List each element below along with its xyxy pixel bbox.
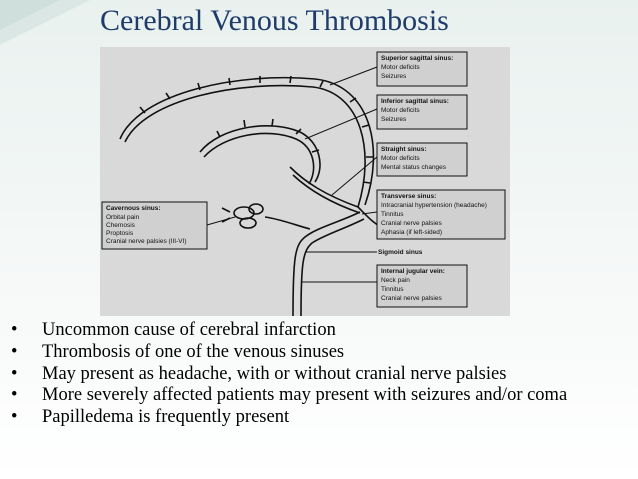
bullet-marker: •: [11, 385, 18, 406]
svg-text:Straight sinus:: Straight sinus:: [381, 146, 427, 153]
svg-text:Mental status changes: Mental status changes: [381, 164, 447, 171]
svg-text:Tinnitus: Tinnitus: [381, 211, 404, 218]
svg-text:Motor deficits: Motor deficits: [381, 64, 420, 71]
box-inferior-sagittal: [377, 95, 467, 129]
svg-text:Motor deficits: Motor deficits: [381, 107, 420, 114]
svg-text:Transverse sinus:: Transverse sinus:: [381, 193, 437, 200]
svg-text:Cranial nerve palsies: Cranial nerve palsies: [381, 295, 442, 302]
vein-lines: [120, 76, 385, 316]
svg-text:Aphasia (if left-sided): Aphasia (if left-sided): [381, 229, 443, 236]
svg-text:Neck pain: Neck pain: [381, 277, 410, 284]
corner-decoration: [0, 0, 90, 60]
svg-text:Proptosis: Proptosis: [106, 230, 134, 237]
box-superior-sagittal: [377, 52, 467, 86]
box-internal-jugular: [377, 265, 467, 307]
svg-text:Cavernous sinus:: Cavernous sinus:: [106, 205, 161, 212]
box-straight-sinus: [377, 143, 467, 176]
svg-text:Chemosis: Chemosis: [106, 222, 135, 229]
svg-text:Superior sagittal sinus:: Superior sagittal sinus:: [381, 55, 454, 62]
bullet-item: • Papilledema is frequently present: [11, 407, 290, 428]
bullet-item: • More severely affected patients may present with seizures and/or coma: [11, 385, 568, 406]
svg-text:Seizures: Seizures: [381, 73, 407, 80]
venous-sinus-diagram: [100, 47, 510, 316]
svg-text:Tinnitus: Tinnitus: [381, 286, 404, 293]
svg-text:Orbital pain: Orbital pain: [106, 214, 140, 221]
label-sigmoid-sinus: Sigmoid sinus: [378, 249, 423, 256]
slide-title: Cerebral Venous Thrombosis: [100, 4, 449, 37]
svg-text:Cranial nerve palsies: Cranial nerve palsies: [381, 220, 442, 227]
bullet-marker: •: [11, 363, 18, 384]
box-transverse-sinus: [377, 190, 505, 239]
bullet-item: • Thrombosis of one of the venous sinuses: [11, 341, 345, 362]
svg-text:Intracranial hypertension (hea: Intracranial hypertension (headache): [381, 202, 487, 209]
bullet-list: [0, 320, 638, 429]
svg-text:Cranial nerve palsies (III-VI): Cranial nerve palsies (III-VI): [106, 238, 187, 245]
svg-text:Inferior sagittal sinus:: Inferior sagittal sinus:: [381, 98, 449, 105]
svg-text:Seizures: Seizures: [381, 116, 407, 123]
bullet-marker: •: [11, 341, 18, 362]
bullet-item: • Uncommon cause of cerebral infarction: [11, 320, 336, 340]
bullet-marker: •: [11, 407, 18, 428]
box-cavernous-sinus: [102, 202, 207, 249]
leader-lines: [207, 67, 377, 282]
svg-text:Internal jugular vein:: Internal jugular vein:: [381, 268, 445, 275]
bullet-marker: •: [11, 320, 18, 340]
bullet-item: • May present as headache, with or without cranial nerve palsies: [11, 363, 507, 384]
svg-text:Motor deficits: Motor deficits: [381, 155, 420, 162]
